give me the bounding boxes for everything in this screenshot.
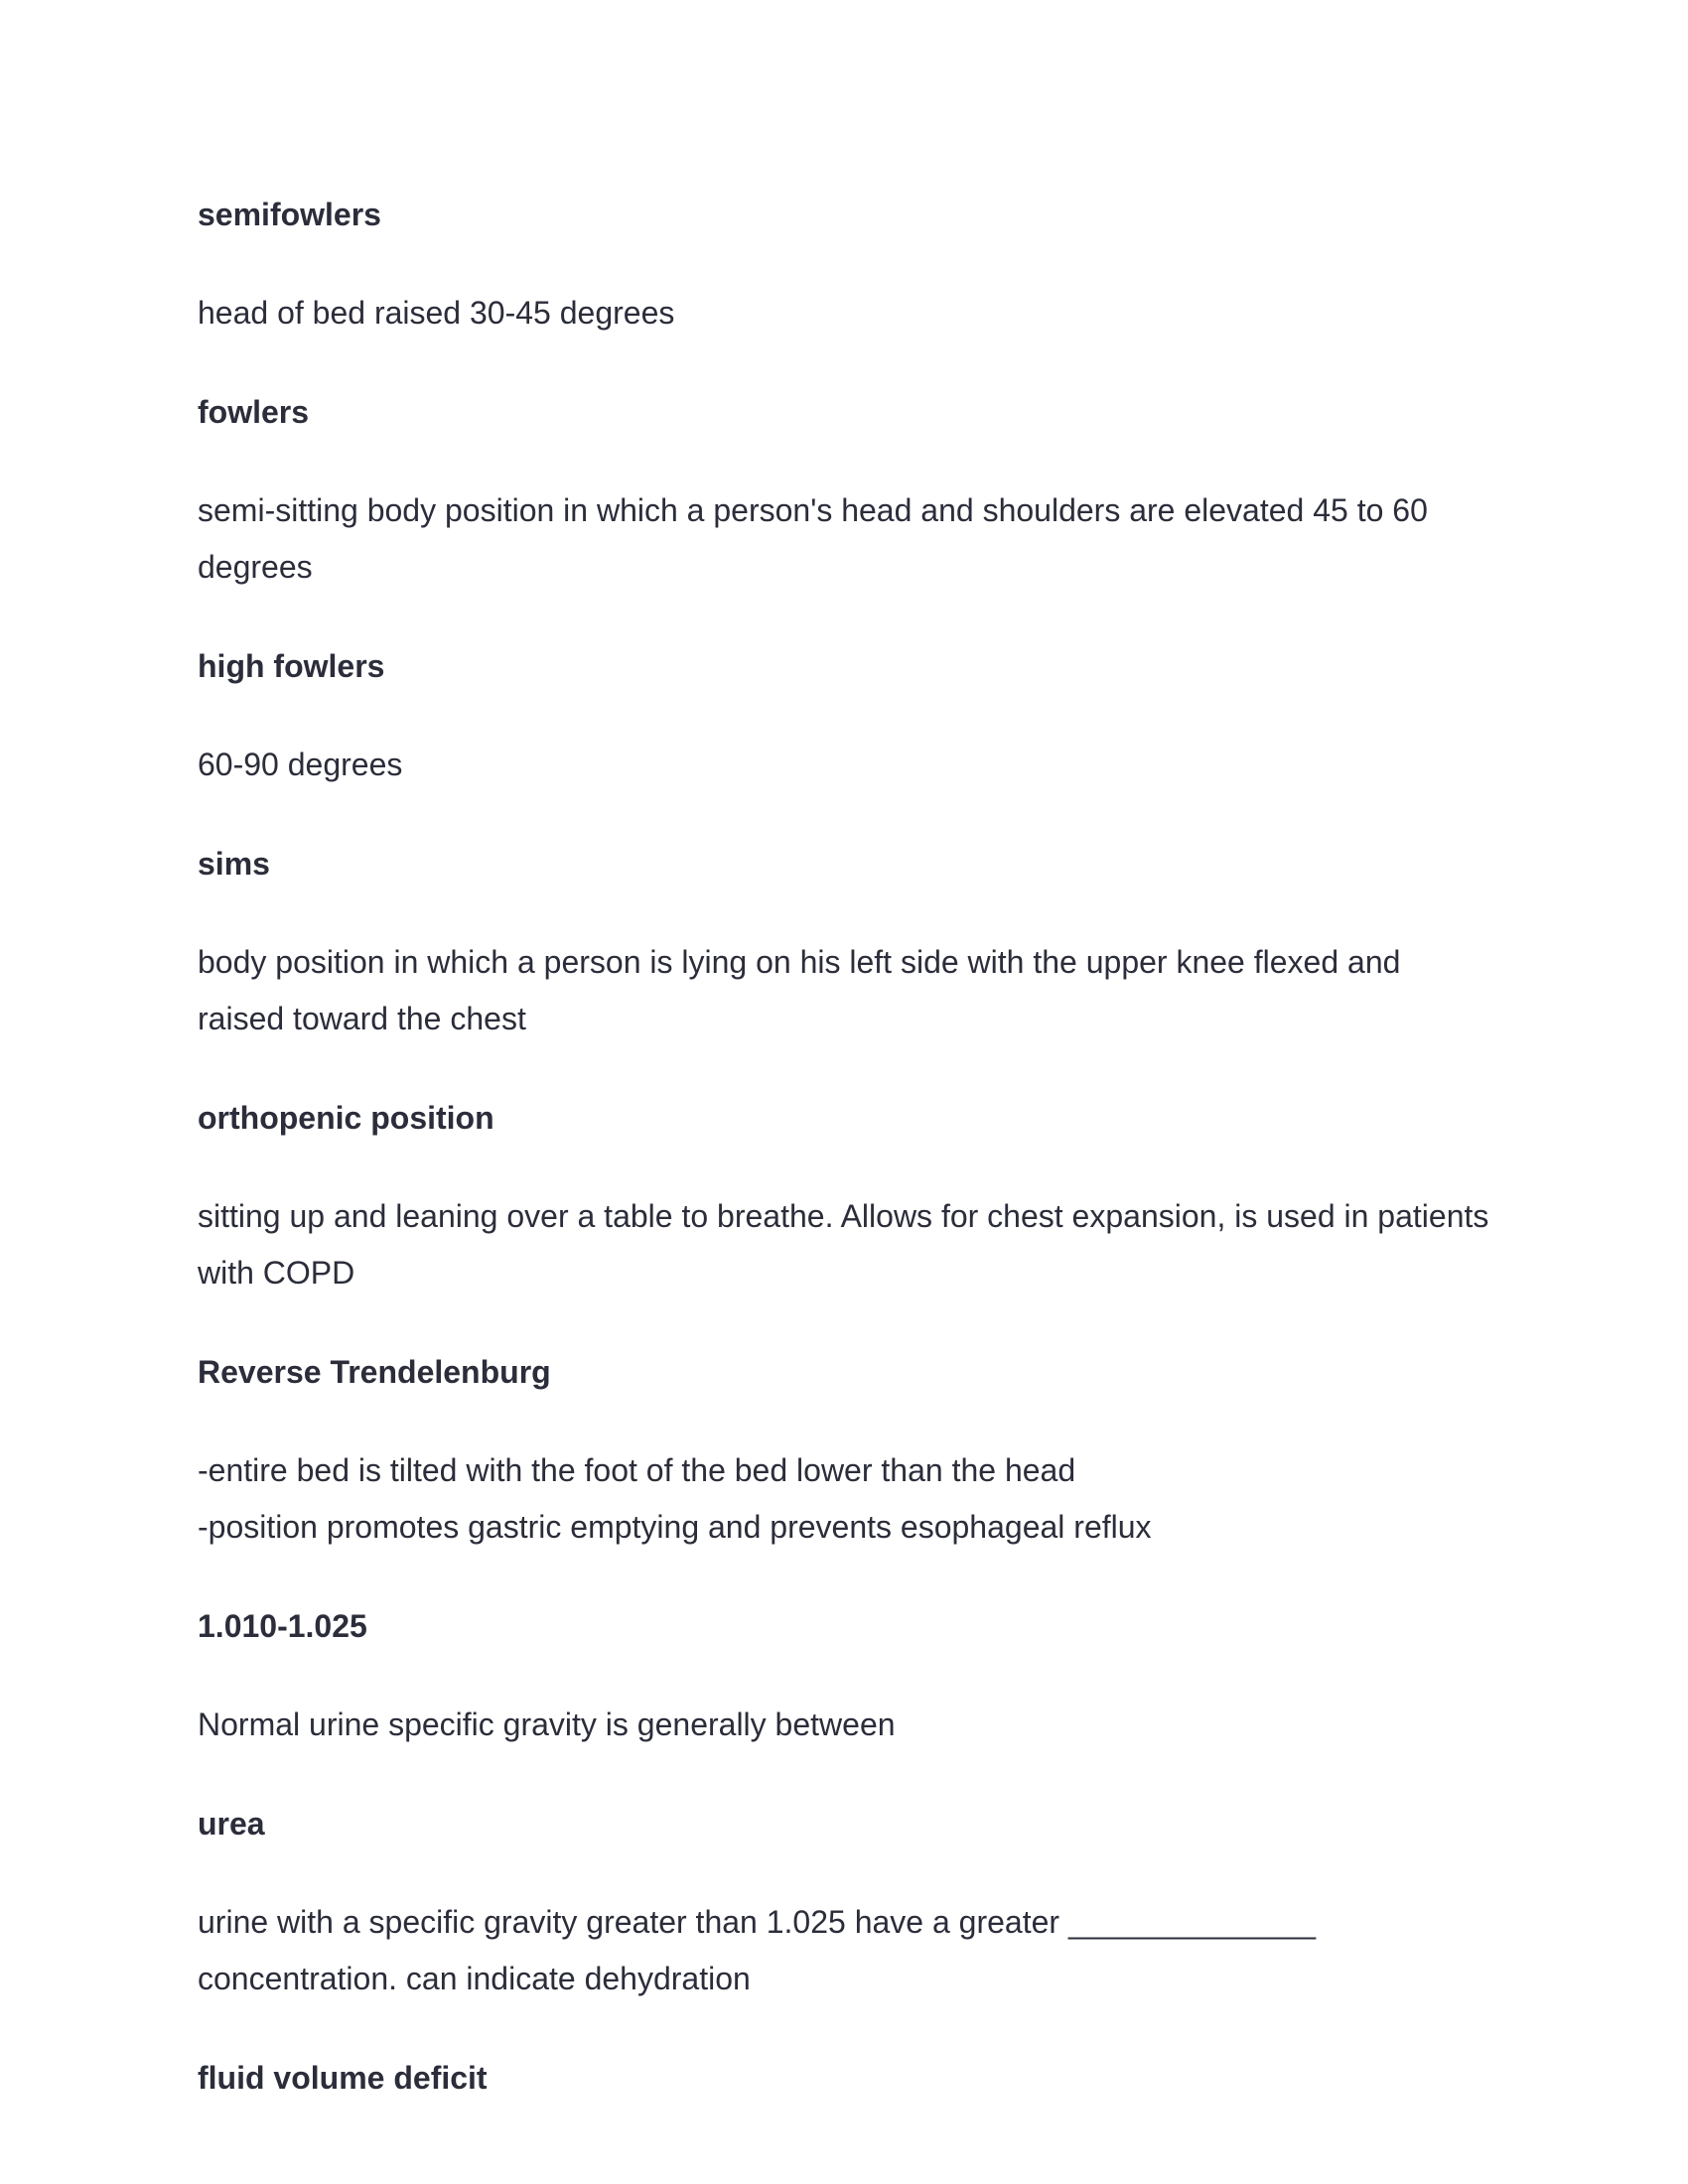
definition-reverse-trendelenburg: -entire bed is tilted with the foot of the bed lower than the head -position promotes gastric emptying and prevents esophageal reflux (198, 1452, 1152, 1545)
definition-semifowlers: head of bed raised 30-45 degrees (198, 295, 675, 331)
term-high-fowlers: high fowlers (198, 648, 385, 684)
definition-fowlers: semi-sitting body position in which a person's head and shoulders are elevated 45 to 60 degrees (198, 492, 1428, 585)
definition-high-fowlers: 60-90 degrees (198, 747, 403, 782)
term-fluid-volume-deficit: fluid volume deficit (198, 2060, 488, 2096)
definition-sims: body position in which a person is lying on his left side with the upper knee flexed and raised toward the chest (198, 944, 1401, 1036)
term-fowlers: fowlers (198, 394, 310, 430)
definition-orthopenic-position: sitting up and leaning over a table to breathe. Allows for chest expansion, is used in patients with COPD (198, 1198, 1489, 1291)
term-semifowlers: semifowlers (198, 197, 381, 232)
definition-urine-specific-gravity-range: Normal urine specific gravity is generally between (198, 1706, 896, 1742)
term-urine-specific-gravity-range: 1.010-1.025 (198, 1608, 367, 1644)
term-urea: urea (198, 1806, 265, 1842)
definition-urea: urine with a specific gravity greater than 1.025 have a greater ______________ concentration. can indicate dehydration (198, 1904, 1317, 1996)
term-reverse-trendelenburg: Reverse Trendelenburg (198, 1354, 551, 1390)
term-orthopenic-position: orthopenic position (198, 1100, 494, 1136)
term-sims: sims (198, 846, 270, 882)
flashcard-list (198, 195, 1490, 2098)
